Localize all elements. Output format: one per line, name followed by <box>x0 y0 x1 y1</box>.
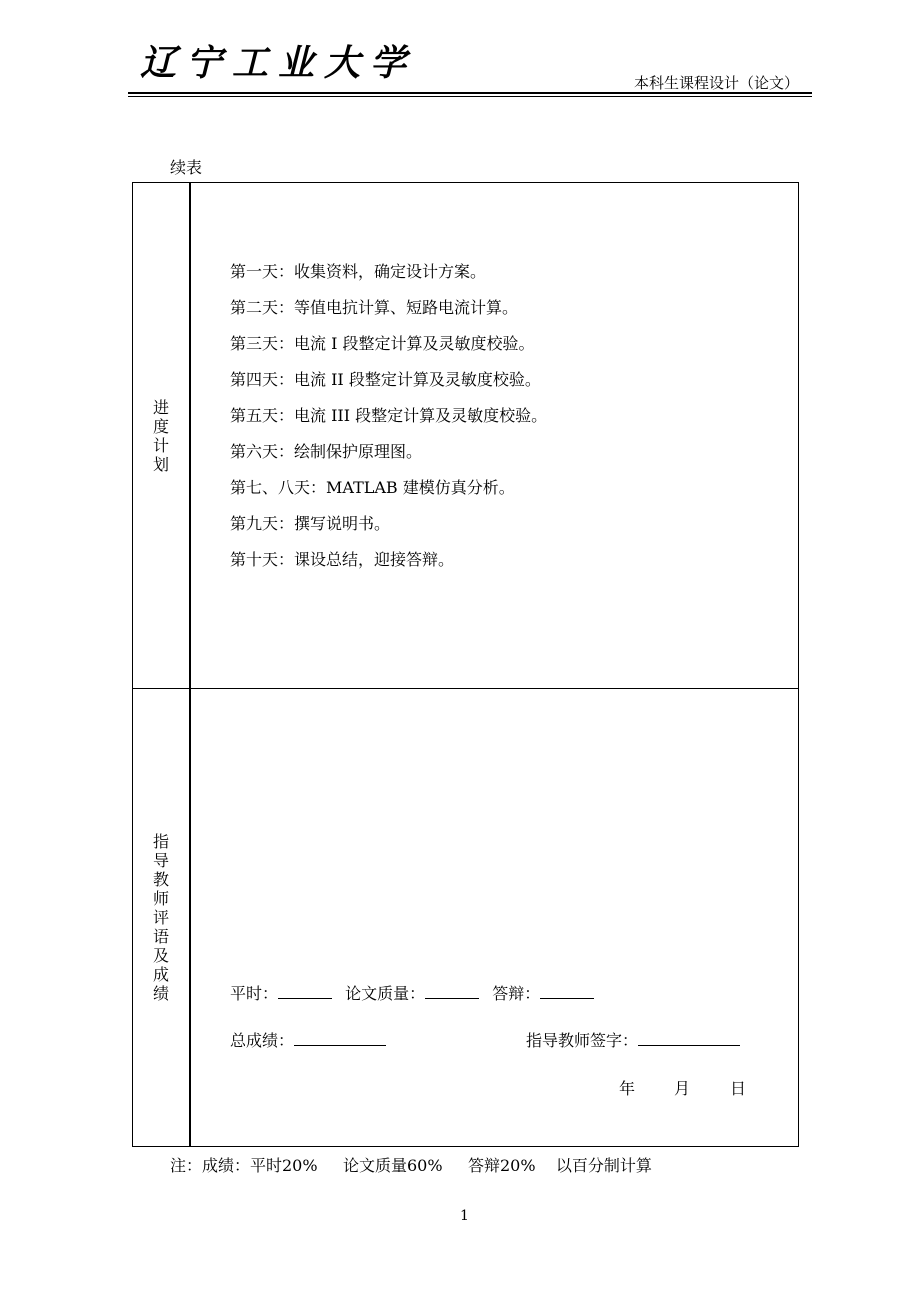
plan-day-9: 第九天：撰写说明书。 <box>230 514 391 533</box>
plan-day-10: 第十天：课设总结，迎接答辩。 <box>230 550 455 569</box>
plan-day-1: 第一天：收集资料，确定设计方案。 <box>230 262 487 281</box>
review-label-char: 及 <box>152 946 169 965</box>
review-label-char: 绩 <box>152 984 169 1003</box>
score-breakdown-line <box>230 981 594 1004</box>
plan-label-char: 进 <box>152 397 169 417</box>
review-label-char: 师 <box>152 889 169 908</box>
date-month: 月 <box>674 1079 691 1098</box>
grading-note: 注：成绩：平时20% 论文质量60% 答辩20% 以百分制计算 <box>170 1156 652 1175</box>
header-rule-thin <box>128 96 812 97</box>
continued-label: 续表 <box>170 158 203 177</box>
defense-score-label: 答辩： <box>492 984 541 1003</box>
university-logo: 辽宁工业大学 <box>140 42 417 84</box>
page-number: 1 <box>460 1208 469 1224</box>
plan-label-char: 划 <box>152 454 169 474</box>
plan-day-4: 第四天：电流 II 段整定计算及灵敏度校验。 <box>230 370 541 389</box>
review-label-char: 导 <box>152 851 169 870</box>
review-label-char: 教 <box>152 870 169 889</box>
review-label-char: 指 <box>152 832 169 851</box>
plan-label <box>133 183 189 688</box>
plan-day-6: 第六天：绘制保护原理图。 <box>230 442 423 461</box>
date-day: 日 <box>730 1079 747 1098</box>
date-year: 年 <box>619 1079 636 1098</box>
review-row <box>132 688 799 1147</box>
plan-day-7-8: 第七、八天：MATLAB 建模仿真分析。 <box>230 478 515 497</box>
total-score-line <box>230 1028 386 1051</box>
column-divider <box>189 689 191 1146</box>
signature-line <box>526 1028 740 1051</box>
review-label-char: 成 <box>152 965 169 984</box>
paper-score-label: 论文质量： <box>345 984 426 1003</box>
plan-label-char: 计 <box>152 435 169 455</box>
signature-label: 指导教师签字： <box>526 1031 639 1050</box>
plan-label-char: 度 <box>152 416 169 436</box>
plan-day-5: 第五天：电流 III 段整定计算及灵敏度校验。 <box>230 406 548 425</box>
paper-score-blank[interactable] <box>425 984 479 999</box>
header-rule <box>128 92 812 94</box>
column-divider <box>189 183 191 688</box>
defense-score-blank[interactable] <box>540 984 594 999</box>
header-title: 本科生课程设计（论文） <box>634 74 800 92</box>
review-label <box>133 689 189 1146</box>
total-score-label: 总成绩： <box>230 1031 295 1050</box>
total-score-blank[interactable] <box>294 1031 386 1046</box>
signature-blank[interactable] <box>638 1031 740 1046</box>
review-label-char: 评 <box>152 908 169 927</box>
plan-day-2: 第二天：等值电抗计算、短路电流计算。 <box>230 298 519 317</box>
review-label-char: 语 <box>152 927 169 946</box>
usual-score-blank[interactable] <box>278 984 332 999</box>
usual-score-label: 平时： <box>230 984 279 1003</box>
plan-day-3: 第三天：电流 I 段整定计算及灵敏度校验。 <box>230 334 535 353</box>
